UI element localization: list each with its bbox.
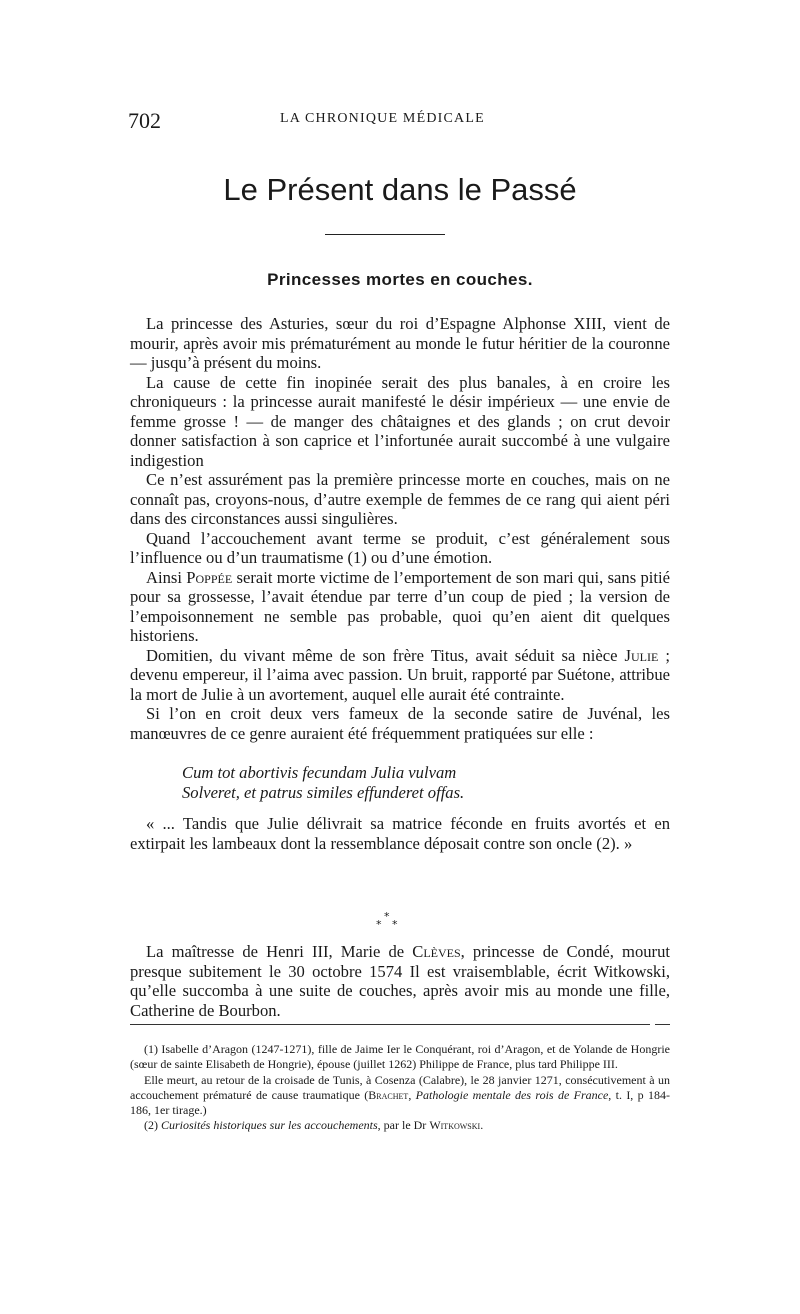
article-title: Le Présent dans le Passé [223, 172, 577, 207]
footnote: (1) Isabelle d’Aragon (1247-1271), fille de Jaime Ier le Conquérant, roi d’Aragon, et de Yolande de Hongrie (sœur de sainte Elisabeth de Hongrie), épouse (juillet 1262) Philippe de France, plus tard Philippe III. [130, 1042, 670, 1072]
author-name: Witkowski [429, 1118, 481, 1133]
text-run: , t. I, p 184-186, 1er tirage.) [130, 1087, 671, 1118]
footnotes [130, 1042, 670, 1134]
footnote [130, 1073, 670, 1119]
running-title: LA CHRONIQUE MÉDICALE [280, 111, 485, 126]
paragraph: Si l’on en croit deux vers fameux de la seconde satire de Juvénal, les manœuvres de ce genre auraient été fréquemment pratiquées sur elle : [130, 704, 670, 743]
text-run: (2) [144, 1118, 161, 1133]
text-run: , par le Dr [377, 1118, 430, 1133]
paragraph: « ... Tandis que Julie délivrait sa matrice féconde en fruits avortés et en extirpait les lambeaux dont la ressemblance déposait contre son oncle (2). » [130, 814, 670, 853]
person-name: Clèves [412, 942, 461, 961]
paragraph [130, 942, 670, 1020]
text-run: La maîtresse de Henri III, Marie de [146, 942, 413, 961]
section-separator: * * * [376, 910, 398, 931]
book-title: Pathologie mentale des rois de France [415, 1087, 609, 1102]
paragraph [130, 568, 670, 646]
text-run: . [480, 1118, 484, 1133]
book-title: Curiosités historiques sur les accouchements [161, 1118, 378, 1133]
article-body [130, 314, 670, 853]
text-run: serait morte victime de l’emportement de son mari qui, sans pitié pour sa grossesse, l’avait étendue par terre d’un coup de pied ; la version de l’empoisonnement ne semble pas probable, quoi qu’en aient dit quelques historiens. [130, 567, 670, 645]
title-rule [325, 234, 445, 235]
page-number: 702 [128, 108, 161, 133]
page-header [128, 108, 673, 134]
person-name: Julie [624, 645, 659, 665]
text-run: ; devenu empereur, il l’aima avec passion. Un bruit, rapporté par Suétone, attribue la mort de Julie à un avortement, auquel elle aurait été contrainte. [130, 645, 670, 704]
paragraph: Ce n’est assurément pas la première princesse morte en couches, mais on ne connaît pas, croyons-nous, d’autre exemple de femmes de ce rang qui aient péri dans des circonstances aussi singulières. [130, 470, 670, 528]
text-run: Ainsi [146, 567, 187, 587]
text-run: Elle meurt, au retour de la croisade de Tunis, à Cosenza (Calabre), le 28 janvier 1271, consécutivement à un accouchement prématuré de cause traumatique ( [130, 1072, 670, 1102]
author-name: Brachet [368, 1087, 409, 1102]
paragraph: Quand l’accouchement avant terme se produit, c’est généralement sous l’influence ou d’un traumatisme (1) ou d’une émotion. [130, 528, 670, 567]
paragraph: La cause de cette fin inopinée serait des plus banales, à en croire les chroniqueurs : la princesse aurait manifesté le désir impérieux — une envie de femme grosse ! — de manger des châtaignes et des glands ; on crut devoir donner satisfaction à son caprice et l’infortunée aurait succombé à une vulgaire indigestion [130, 372, 670, 470]
article-body-2 [130, 942, 670, 1020]
person-name: Poppée [186, 567, 233, 587]
paragraph [130, 646, 670, 705]
verse-line: Solveret, et patrus similes effunderet offas. [182, 782, 465, 802]
text-run: Domitien, du vivant même de son frère Titus, avait séduit sa nièce [146, 645, 625, 665]
footnote-rule [655, 1024, 670, 1025]
article-subtitle: Princesses mortes en couches. [267, 270, 533, 289]
text-run: , [408, 1087, 416, 1102]
text-run: , princesse de Condé, mourut presque subitement le 30 octobre 1574 Il est vraisemblable, écrit Witkowski, qu’elle succomba à une suite de couches, après avoir mis au monde une fille, Catherine de Bourbon. [130, 942, 670, 1020]
latin-verse [182, 763, 670, 802]
paragraph: La princesse des Asturies, sœur du roi d’Espagne Alphonse XIII, vient de mourir, après avoir mis prématurément au monde le futur héritier de la couronne — jusqu’à présent du moins. [130, 314, 670, 372]
footnote [130, 1118, 670, 1133]
footnote-rule [130, 1024, 650, 1025]
verse-line: Cum tot abortivis fecundam Julia vulvam [182, 763, 457, 782]
